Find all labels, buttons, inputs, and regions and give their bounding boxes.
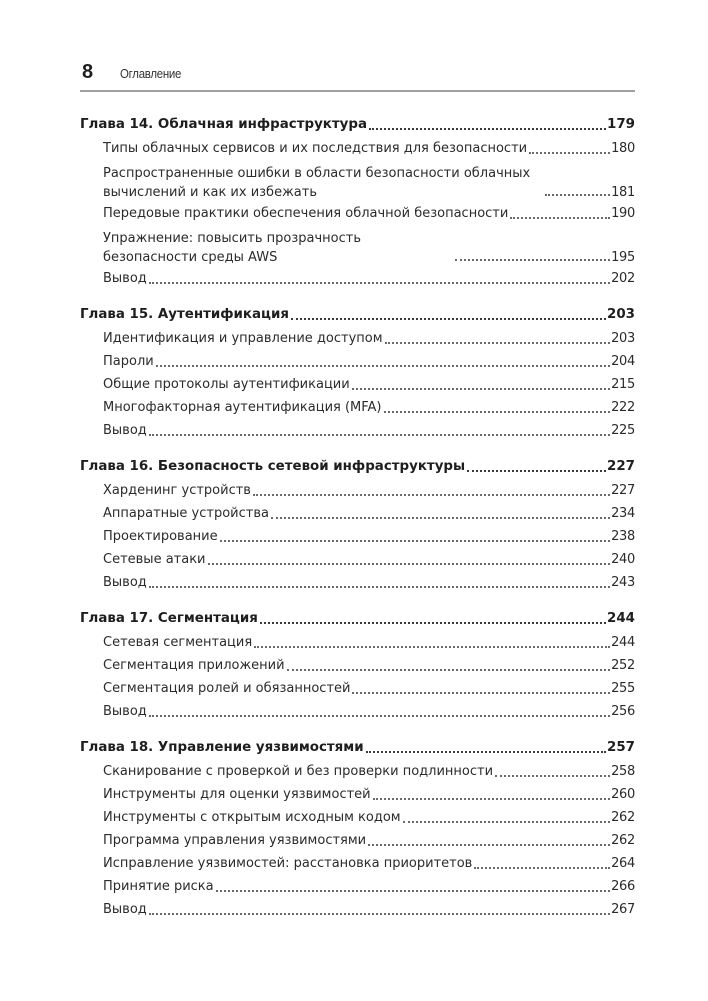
section-title: Аппаратные устройства <box>103 506 269 521</box>
section-title: Вывод <box>103 423 147 438</box>
toc-section-entry[interactable] <box>80 548 635 571</box>
table-of-contents <box>80 113 635 934</box>
dot-leader <box>149 280 610 284</box>
section-title: Инструменты с открытым исходным кодом <box>103 810 401 825</box>
section-page-number: 203 <box>611 331 635 346</box>
chapter-page-number: 244 <box>607 611 635 626</box>
toc-section-entry[interactable] <box>80 700 635 723</box>
section-page-number: 262 <box>611 810 635 825</box>
section-title: Идентификация и управление доступом <box>103 331 383 346</box>
toc-section-entry[interactable] <box>80 396 635 419</box>
dot-leader <box>366 749 606 753</box>
section-page-number: 238 <box>611 529 635 544</box>
dot-leader <box>352 690 610 694</box>
toc-section-entry[interactable] <box>80 502 635 525</box>
chapter-title: Глава 16. Безопасность сетевой инфраструктуры <box>80 459 466 474</box>
chapter-page-number: 203 <box>607 307 635 322</box>
section-title: Проектирование <box>103 529 218 544</box>
section-page-number: 240 <box>611 552 635 567</box>
section-title: Вывод <box>103 575 147 590</box>
chapter-page-number: 179 <box>607 117 635 132</box>
section-title: Исправление уязвимостей: расстановка приоритетов <box>103 856 473 871</box>
toc-section-entry[interactable] <box>80 875 635 898</box>
dot-leader <box>384 409 610 413</box>
section-title: Общие протоколы аутентификации <box>103 377 350 392</box>
dot-leader <box>529 150 610 154</box>
toc-chapter <box>80 303 635 442</box>
dot-leader <box>149 432 610 436</box>
section-title: Сетевая сегментация <box>103 635 253 650</box>
dot-leader <box>208 561 610 565</box>
toc-section-entry[interactable] <box>80 327 635 350</box>
section-title: Программа управления уязвимостями <box>103 833 367 848</box>
toc-chapter-entry[interactable] <box>80 455 635 478</box>
section-page-number: 181 <box>611 185 635 200</box>
dot-leader <box>455 257 610 261</box>
chapter-page-number: 227 <box>607 459 635 474</box>
toc-section-entry[interactable] <box>80 137 635 160</box>
section-page-number: 195 <box>611 250 635 265</box>
section-page-number: 260 <box>611 787 635 802</box>
toc-section-entry[interactable] <box>80 419 635 442</box>
section-page-number: 252 <box>611 658 635 673</box>
section-page-number: 234 <box>611 506 635 521</box>
section-page-number: 267 <box>611 902 635 917</box>
section-title: Передовые практики обеспечения облачной безопасности <box>103 206 509 221</box>
toc-section-entry[interactable] <box>80 202 635 225</box>
section-page-number: 215 <box>611 377 635 392</box>
dot-leader <box>545 192 610 196</box>
toc-section-entry[interactable] <box>80 525 635 548</box>
section-title: Многофакторная аутентификация (MFA) <box>103 400 382 415</box>
dot-leader <box>254 644 610 648</box>
dot-leader <box>260 620 606 624</box>
dot-leader <box>291 316 606 320</box>
section-page-number: 222 <box>611 400 635 415</box>
toc-section-entry[interactable] <box>80 631 635 654</box>
section-title: Вывод <box>103 902 147 917</box>
section-page-number: 266 <box>611 879 635 894</box>
section-title: Вывод <box>103 704 147 719</box>
section-title: Сегментация приложений <box>103 658 285 673</box>
chapter-page-number: 257 <box>607 740 635 755</box>
section-title: Распространенные ошибки в области безопасности облачных вычислений и как их избежать <box>103 166 531 200</box>
section-page-number: 264 <box>611 856 635 871</box>
section-title: Сегментация ролей и обязанностей <box>103 681 351 696</box>
section-page-number: 204 <box>611 354 635 369</box>
section-page-number: 256 <box>611 704 635 719</box>
chapter-title: Глава 17. Сегментация <box>80 611 258 626</box>
toc-chapter-entry[interactable] <box>80 736 635 759</box>
toc-chapter-entry[interactable] <box>80 303 635 326</box>
page-number: 8 <box>82 61 94 83</box>
section-page-number: 225 <box>611 423 635 438</box>
toc-chapter <box>80 113 635 290</box>
dot-leader <box>271 515 610 519</box>
section-title: Типы облачных сервисов и их последствия для безопасности <box>103 141 528 156</box>
running-head <box>81 60 635 92</box>
toc-section-entry[interactable] <box>80 373 635 396</box>
toc-section-entry[interactable] <box>80 783 635 806</box>
section-page-number: 202 <box>611 271 635 286</box>
section-page-number: 180 <box>611 141 635 156</box>
toc-section-entry[interactable] <box>80 829 635 852</box>
dot-leader <box>474 865 610 869</box>
toc-chapter <box>80 455 635 594</box>
section-title: Упражнение: повысить прозрачность безопасности среды AWS <box>103 231 362 265</box>
toc-section-entry[interactable] <box>80 806 635 829</box>
dot-leader <box>373 796 610 800</box>
toc-section-entry[interactable] <box>80 479 635 502</box>
section-page-number: 190 <box>611 206 635 221</box>
dot-leader <box>156 363 610 367</box>
toc-chapter <box>80 736 635 921</box>
section-page-number: 255 <box>611 681 635 696</box>
section-title: Вывод <box>103 271 147 286</box>
chapter-title: Глава 14. Облачная инфраструктура <box>80 117 368 132</box>
toc-section-entry[interactable] <box>80 160 635 202</box>
toc-section-entry[interactable] <box>80 898 635 921</box>
section-title: Сетевые атаки <box>103 552 206 567</box>
dot-leader <box>467 468 606 472</box>
toc-chapter-entry[interactable] <box>80 113 635 136</box>
section-page-number: 227 <box>611 483 635 498</box>
dot-leader <box>287 667 610 671</box>
section-page-number: 258 <box>611 764 635 779</box>
section-title: Харденинг устройств <box>103 483 251 498</box>
header-rule <box>80 90 635 92</box>
dot-leader <box>253 492 610 496</box>
toc-section-entry[interactable] <box>80 225 635 267</box>
toc-section-entry[interactable] <box>80 852 635 875</box>
section-title: Инструменты для оценки уязвимостей <box>103 787 371 802</box>
dot-leader <box>149 911 610 915</box>
section-page-number: 244 <box>611 635 635 650</box>
dot-leader <box>352 386 610 390</box>
running-title: Оглавление <box>120 66 182 81</box>
section-page-number: 262 <box>611 833 635 848</box>
section-title: Принятие риска <box>103 879 214 894</box>
dot-leader <box>369 126 606 130</box>
toc-section-entry[interactable] <box>80 267 635 290</box>
chapter-title: Глава 18. Управление уязвимостями <box>80 740 364 755</box>
toc-section-entry[interactable] <box>80 677 635 700</box>
toc-section-entry[interactable] <box>80 654 635 677</box>
toc-chapter <box>80 607 635 723</box>
dot-leader <box>403 819 610 823</box>
dot-leader <box>495 773 610 777</box>
chapter-title: Глава 15. Аутентификация <box>80 307 289 322</box>
toc-section-entry[interactable] <box>80 571 635 594</box>
toc-section-entry[interactable] <box>80 760 635 783</box>
section-title: Сканирование с проверкой и без проверки подлинности <box>103 764 494 779</box>
dot-leader <box>368 842 610 846</box>
toc-chapter-entry[interactable] <box>80 607 635 630</box>
dot-leader <box>216 888 610 892</box>
section-title: Пароли <box>103 354 154 369</box>
dot-leader <box>385 340 610 344</box>
dot-leader <box>149 713 610 717</box>
section-page-number: 243 <box>611 575 635 590</box>
dot-leader <box>149 584 610 588</box>
dot-leader <box>220 538 610 542</box>
dot-leader <box>510 215 610 219</box>
toc-section-entry[interactable] <box>80 350 635 373</box>
